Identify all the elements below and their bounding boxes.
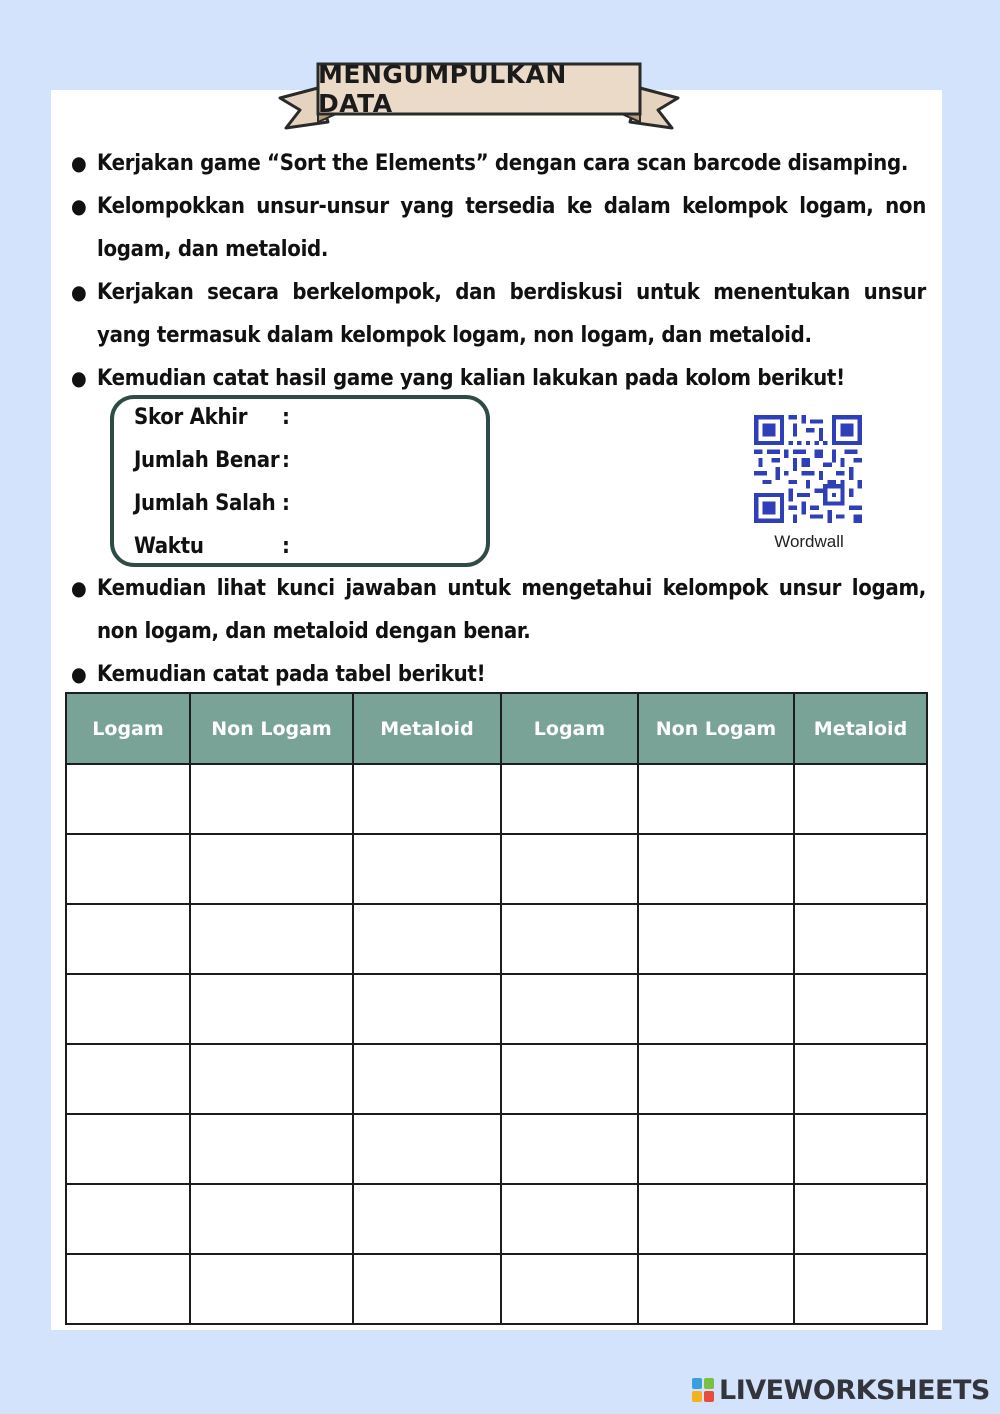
header-metaloid: Metaloid	[353, 693, 501, 764]
table-cell[interactable]	[66, 1044, 190, 1114]
header-logam: Logam	[66, 693, 190, 764]
table-cell[interactable]	[66, 904, 190, 974]
header-logam: Logam	[501, 693, 638, 764]
list-item	[66, 357, 926, 400]
table-cell[interactable]	[190, 1114, 353, 1184]
instruction-list-top	[66, 142, 926, 400]
list-item	[66, 142, 926, 185]
table-cell[interactable]	[66, 834, 190, 904]
table-cell[interactable]	[353, 764, 501, 834]
table-cell[interactable]	[501, 1044, 638, 1114]
header-non-logam: Non Logam	[190, 693, 353, 764]
table-cell[interactable]	[353, 834, 501, 904]
bullet-icon: ●	[71, 280, 87, 304]
table-cell[interactable]	[66, 974, 190, 1044]
result-label: Skor Akhir	[134, 405, 248, 430]
table-row	[66, 834, 927, 904]
table-cell[interactable]	[66, 1254, 190, 1324]
table-cell[interactable]	[353, 1114, 501, 1184]
table-cell[interactable]	[190, 1044, 353, 1114]
table-cell[interactable]	[501, 1184, 638, 1254]
list-item	[66, 271, 926, 357]
qr-caption: Wordwall	[774, 532, 844, 551]
table-cell[interactable]	[638, 1184, 794, 1254]
page-title: MENGUMPULKAN DATA	[318, 60, 567, 118]
table-cell[interactable]	[794, 1254, 927, 1324]
table-cell[interactable]	[353, 1044, 501, 1114]
instruction-text: Kerjakan game “Sort the Elements” dengan cara scan barcode disamping.	[97, 151, 909, 176]
result-label: Jumlah Salah	[134, 491, 276, 516]
liveworksheets-brand[interactable]	[692, 1373, 990, 1407]
bullet-icon: ●	[71, 366, 87, 390]
table-cell[interactable]	[638, 1114, 794, 1184]
table-cell[interactable]	[638, 904, 794, 974]
table-row	[66, 974, 927, 1044]
table-cell[interactable]	[501, 904, 638, 974]
result-row-correct	[134, 448, 290, 473]
instruction-text: Kemudian catat hasil game yang kalian lakukan pada kolom berikut!	[97, 366, 845, 391]
result-row-wrong	[134, 491, 290, 516]
table-cell[interactable]	[638, 974, 794, 1044]
table-cell[interactable]	[501, 834, 638, 904]
table-cell[interactable]	[794, 904, 927, 974]
table-cell[interactable]	[190, 1254, 353, 1324]
table-cell[interactable]	[353, 974, 501, 1044]
result-separator: :	[282, 448, 290, 473]
table-cell[interactable]	[66, 1184, 190, 1254]
table-cell[interactable]	[638, 1044, 794, 1114]
result-row-time	[134, 534, 290, 559]
table-cell[interactable]	[794, 834, 927, 904]
result-separator: :	[282, 405, 290, 430]
game-result-box	[110, 395, 490, 567]
table-cell[interactable]	[638, 764, 794, 834]
header-non-logam: Non Logam	[638, 693, 794, 764]
bullet-icon: ●	[71, 194, 87, 218]
liveworksheets-logo-icon	[692, 1378, 714, 1402]
table-cell[interactable]	[794, 1114, 927, 1184]
table-cell[interactable]	[66, 764, 190, 834]
table-cell[interactable]	[190, 904, 353, 974]
table-cell[interactable]	[794, 764, 927, 834]
element-group-table	[65, 692, 928, 1325]
bullet-icon: ●	[71, 662, 87, 686]
table-cell[interactable]	[501, 974, 638, 1044]
table-cell[interactable]	[66, 1114, 190, 1184]
instruction-text: Kelompokkan unsur-unsur yang tersedia ke dalam kelompok logam, non logam, dan metaloid.	[97, 194, 926, 262]
list-item	[66, 567, 926, 653]
table-cell[interactable]	[794, 1044, 927, 1114]
table-cell[interactable]	[501, 1254, 638, 1324]
result-label: Waktu	[134, 534, 204, 559]
result-row-score	[134, 405, 290, 430]
table-row	[66, 764, 927, 834]
instruction-text: Kerjakan secara berkelompok, dan berdiskusi untuk menentukan unsur yang termasuk dalam kelompok logam, non logam, dan metaloid.	[97, 280, 926, 348]
bullet-icon: ●	[71, 576, 87, 600]
brand-text: LIVEWORKSHEETS	[719, 1374, 990, 1406]
table-row	[66, 904, 927, 974]
header-metaloid: Metaloid	[794, 693, 927, 764]
bullet-icon: ●	[71, 151, 87, 175]
table-cell[interactable]	[190, 834, 353, 904]
instruction-text: Kemudian lihat kunci jawaban untuk mengetahui kelompok unsur logam, non logam, dan metaloid dengan benar.	[97, 576, 926, 644]
table-cell[interactable]	[190, 974, 353, 1044]
table-header-row	[66, 693, 927, 764]
table-cell[interactable]	[353, 904, 501, 974]
table-cell[interactable]	[501, 1114, 638, 1184]
table-cell[interactable]	[353, 1184, 501, 1254]
table-row	[66, 1254, 927, 1324]
table-row	[66, 1044, 927, 1114]
table-cell[interactable]	[794, 1184, 927, 1254]
table-cell[interactable]	[638, 1254, 794, 1324]
result-separator: :	[282, 491, 290, 516]
list-item	[66, 185, 926, 271]
table-cell[interactable]	[638, 834, 794, 904]
result-separator: :	[282, 534, 290, 559]
list-item	[66, 653, 926, 696]
qr-code-icon[interactable]	[754, 415, 862, 523]
instruction-list-bottom	[66, 567, 926, 696]
table-cell[interactable]	[190, 1184, 353, 1254]
table-row	[66, 1114, 927, 1184]
table-cell[interactable]	[190, 764, 353, 834]
result-label: Jumlah Benar	[134, 448, 280, 473]
instruction-text: Kemudian catat pada tabel berikut!	[97, 662, 486, 687]
table-cell[interactable]	[501, 764, 638, 834]
table-cell[interactable]	[353, 1254, 501, 1324]
table-row	[66, 1184, 927, 1254]
table-cell[interactable]	[794, 974, 927, 1044]
